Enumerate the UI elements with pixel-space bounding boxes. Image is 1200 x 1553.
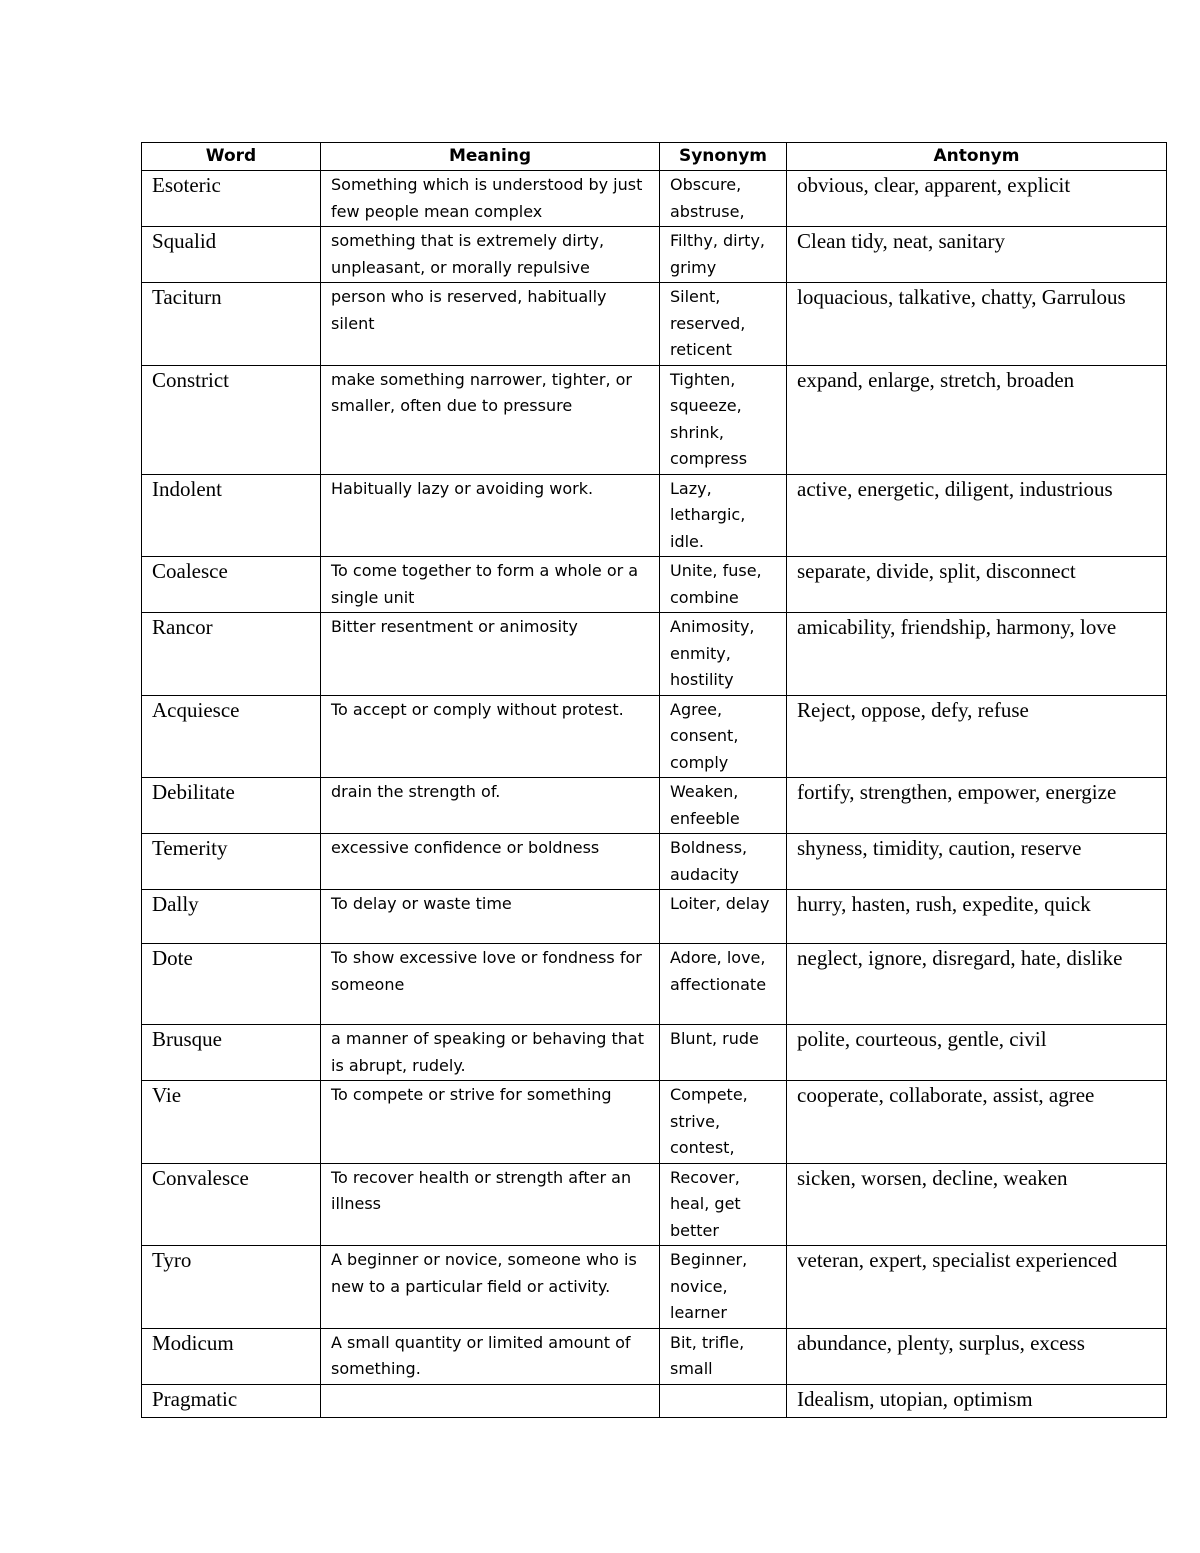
- meaning-cell: Bitter resentment or animosity: [321, 613, 660, 696]
- meaning-cell: To come together to form a whole or a single unit: [321, 557, 660, 613]
- table-row: [142, 1163, 1167, 1246]
- synonym-cell: Lazy, lethargic, idle.: [660, 474, 787, 557]
- table-header: [142, 143, 1167, 171]
- antonym-cell: Clean tidy, neat, sanitary: [787, 227, 1167, 283]
- antonym-cell: expand, enlarge, stretch, broaden: [787, 365, 1167, 474]
- antonym-cell: veteran, expert, specialist experienced: [787, 1246, 1167, 1329]
- word-cell: Modicum: [142, 1328, 321, 1384]
- word-cell: Dote: [142, 944, 321, 1025]
- word-cell: Vie: [142, 1081, 321, 1164]
- word-cell: Pragmatic: [142, 1384, 321, 1417]
- synonym-cell: Compete, strive, contest,: [660, 1081, 787, 1164]
- table-body: [142, 171, 1167, 1418]
- table-row: [142, 695, 1167, 778]
- antonym-cell: shyness, timidity, caution, reserve: [787, 834, 1167, 890]
- table-row: [142, 890, 1167, 944]
- meaning-cell: Something which is understood by just few people mean complex: [321, 171, 660, 227]
- synonym-cell: Blunt, rude: [660, 1025, 787, 1081]
- meaning-cell: A beginner or novice, someone who is new to a particular field or activity.: [321, 1246, 660, 1329]
- table-row: [142, 944, 1167, 1025]
- table-row: [142, 474, 1167, 557]
- table-row: [142, 283, 1167, 366]
- table-row: [142, 1246, 1167, 1329]
- word-cell: Acquiesce: [142, 695, 321, 778]
- word-cell: Esoteric: [142, 171, 321, 227]
- meaning-cell: To accept or comply without protest.: [321, 695, 660, 778]
- word-cell: Taciturn: [142, 283, 321, 366]
- table-row: [142, 834, 1167, 890]
- word-cell: Squalid: [142, 227, 321, 283]
- word-cell: Brusque: [142, 1025, 321, 1081]
- meaning-cell: a manner of speaking or behaving that is abrupt, rudely.: [321, 1025, 660, 1081]
- antonym-cell: separate, divide, split, disconnect: [787, 557, 1167, 613]
- table-row: [142, 557, 1167, 613]
- antonym-cell: amicability, friendship, harmony, love: [787, 613, 1167, 696]
- antonym-cell: loquacious, talkative, chatty, Garrulous: [787, 283, 1167, 366]
- header-synonym: Synonym: [660, 143, 787, 171]
- meaning-cell: something that is extremely dirty, unpleasant, or morally repulsive: [321, 227, 660, 283]
- word-cell: Rancor: [142, 613, 321, 696]
- table-row: [142, 1384, 1167, 1417]
- meaning-cell: To compete or strive for something: [321, 1081, 660, 1164]
- table-row: [142, 227, 1167, 283]
- synonym-cell: Tighten, squeeze, shrink, compress: [660, 365, 787, 474]
- antonym-cell: neglect, ignore, disregard, hate, dislike: [787, 944, 1167, 1025]
- synonym-cell: Boldness, audacity: [660, 834, 787, 890]
- synonym-cell: Loiter, delay: [660, 890, 787, 944]
- antonym-cell: Idealism, utopian, optimism: [787, 1384, 1167, 1417]
- word-cell: Debilitate: [142, 778, 321, 834]
- synonym-cell: Weaken, enfeeble: [660, 778, 787, 834]
- synonym-cell: Recover, heal, get better: [660, 1163, 787, 1246]
- word-cell: Constrict: [142, 365, 321, 474]
- synonym-cell: Obscure, abstruse,: [660, 171, 787, 227]
- antonym-cell: hurry, hasten, rush, expedite, quick: [787, 890, 1167, 944]
- meaning-cell: drain the strength of.: [321, 778, 660, 834]
- antonym-cell: polite, courteous, gentle, civil: [787, 1025, 1167, 1081]
- vocabulary-table: [141, 142, 1167, 1418]
- word-cell: Dally: [142, 890, 321, 944]
- synonym-cell: Animosity, enmity, hostility: [660, 613, 787, 696]
- meaning-cell: A small quantity or limited amount of something.: [321, 1328, 660, 1384]
- synonym-cell: Beginner, novice, learner: [660, 1246, 787, 1329]
- word-cell: Convalesce: [142, 1163, 321, 1246]
- table-row: [142, 1081, 1167, 1164]
- word-cell: Temerity: [142, 834, 321, 890]
- antonym-cell: sicken, worsen, decline, weaken: [787, 1163, 1167, 1246]
- meaning-cell: Habitually lazy or avoiding work.: [321, 474, 660, 557]
- synonym-cell: Silent, reserved, reticent: [660, 283, 787, 366]
- meaning-cell: person who is reserved, habitually silent: [321, 283, 660, 366]
- antonym-cell: Reject, oppose, defy, refuse: [787, 695, 1167, 778]
- table-row: [142, 171, 1167, 227]
- synonym-cell: Adore, love, affectionate: [660, 944, 787, 1025]
- antonym-cell: cooperate, collaborate, assist, agree: [787, 1081, 1167, 1164]
- meaning-cell: To recover health or strength after an illness: [321, 1163, 660, 1246]
- antonym-cell: abundance, plenty, surplus, excess: [787, 1328, 1167, 1384]
- meaning-cell: To show excessive love or fondness for someone: [321, 944, 660, 1025]
- table-row: [142, 365, 1167, 474]
- header-word: Word: [142, 143, 321, 171]
- meaning-cell: To delay or waste time: [321, 890, 660, 944]
- table-row: [142, 1025, 1167, 1081]
- word-cell: Indolent: [142, 474, 321, 557]
- table-row: [142, 1328, 1167, 1384]
- table-row: [142, 778, 1167, 834]
- header-antonym: Antonym: [787, 143, 1167, 171]
- synonym-cell: Filthy, dirty, grimy: [660, 227, 787, 283]
- meaning-cell: excessive confidence or boldness: [321, 834, 660, 890]
- synonym-cell: [660, 1384, 787, 1417]
- meaning-cell: [321, 1384, 660, 1417]
- antonym-cell: obvious, clear, apparent, explicit: [787, 171, 1167, 227]
- header-meaning: Meaning: [321, 143, 660, 171]
- word-cell: Coalesce: [142, 557, 321, 613]
- word-cell: Tyro: [142, 1246, 321, 1329]
- synonym-cell: Agree, consent, comply: [660, 695, 787, 778]
- table-row: [142, 613, 1167, 696]
- antonym-cell: fortify, strengthen, empower, energize: [787, 778, 1167, 834]
- meaning-cell: make something narrower, tighter, or smaller, often due to pressure: [321, 365, 660, 474]
- header-row: [142, 143, 1167, 171]
- antonym-cell: active, energetic, diligent, industrious: [787, 474, 1167, 557]
- synonym-cell: Bit, trifle, small: [660, 1328, 787, 1384]
- synonym-cell: Unite, fuse, combine: [660, 557, 787, 613]
